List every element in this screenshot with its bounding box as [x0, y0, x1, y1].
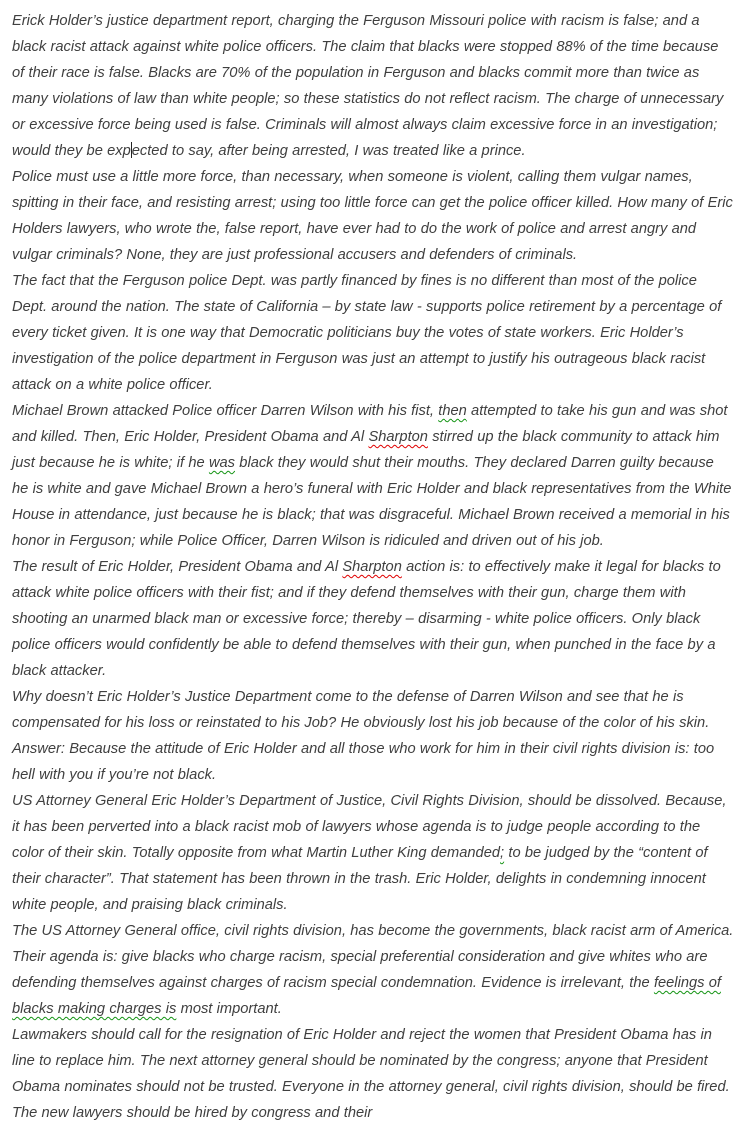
text-run: Lawmakers should call for the resignation of Eric Holder and reject the women that President Obama has in line to replace him. The next attorney general should be nominated by the congress; anyone that President Obama nominates should not be trusted. Everyone in the attorney general, civil rights division, should be fired. The new lawyers should be hired by congress and their: [12, 1027, 730, 1121]
text-run: black they would shut their mouths. They declared Darren guilty because he is white and gave Michael Brown a hero’s funeral with Eric Holder and black representatives from the White House in attendance, just because he is black; that was disgraceful. Michael Brown received a memorial in his honor in Ferguson; while Police Officer, Darren Wilson is ridiculed and driven out of his job.: [12, 455, 732, 549]
text-run: Why doesn’t Eric Holder’s Justice Department come to the defense of Darren Wilson and see that he is compensated for his loss or reinstated to his Job? He obviously lost his job because of the color of his skin. Answer: Because the attitude of Eric Holder and all those who work for him in their civil rights division is: too hell with you if you’re not black.: [12, 689, 715, 783]
text-run: The fact that the Ferguson police Dept. was partly financed by fines is no different than most of the police Dept. around the nation. The state of California – by state law - supports police retirement by a percentage of every ticket given. It is one way that Democratic politicians buy the votes of state workers. Eric Holder’s investigation of the police department in Ferguson was just an attempt to justify his outrageous black racist attack on a white police officer.: [12, 273, 722, 393]
text-run: action is: to effectively make it legal for blacks to attack white police officers with their fist; and if they defend themselves with their gun, charge them with shooting an unarmed black man or excessive force; thereby – disarming - white police officers. Only black police officers would confidently be able to defend themselves with their gun, when punched in the face by a black attacker.: [12, 559, 721, 679]
paragraph: [12, 1022, 734, 1126]
text-run: The result of Eric Holder, President Obama and Al: [12, 559, 343, 575]
spellcheck-underlined-text: Sharpton: [342, 559, 402, 575]
paragraph: [12, 788, 734, 918]
grammar-underlined-text: feelings of blacks making charges is: [12, 975, 721, 1017]
document-text[interactable]: [12, 8, 734, 1126]
spellcheck-underlined-text: Sharpton: [368, 429, 428, 445]
text-run: attempted to take his gun and was shot and killed. Then, Eric Holder, President Obama and Al: [12, 403, 728, 445]
grammar-underlined-text: ;: [500, 845, 505, 861]
paragraph: [12, 8, 734, 164]
grammar-underlined-text: then: [438, 403, 467, 419]
paragraph: [12, 684, 734, 788]
paragraph: [12, 918, 734, 1022]
paragraph: [12, 268, 734, 398]
text-run: most important.: [176, 1001, 282, 1017]
paragraph: [12, 164, 734, 268]
paragraph: [12, 398, 734, 554]
text-run: ected to say, after being arrested, I was treated like a prince.: [131, 143, 526, 159]
text-run: stirred up the black community to attack him just because he is white; if he: [12, 429, 720, 471]
text-run: US Attorney General Eric Holder’s Department of Justice, Civil Rights Division, should be dissolved. Because, it has been perverted into a black racist mob of lawyers whose agenda is to judge people according to the color of their skin. Totally opposite from what Martin Luther King demanded: [12, 793, 727, 861]
grammar-underlined-text: was: [208, 455, 236, 471]
text-run: to be judged by the “content of their character”. That statement has been thrown in the trash. Eric Holder, delights in condemning innocent white people, and praising black criminals.: [12, 845, 708, 913]
text-run: Police must use a little more force, than necessary, when someone is violent, calling them vulgar names, spitting in their face, and resisting arrest; using too little force can get the police officer killed. How many of Eric Holders lawyers, who wrote the, false report, have ever had to do the work of police and arrest angry and vulgar criminals? None, they are just professional accusers and defenders of criminals.: [12, 169, 733, 263]
text-run: Erick Holder’s justice department report, charging the Ferguson Missouri police with racism is false; and a black racist attack against white police officers. The claim that blacks were stopped 88% of the time because of their race is false. Blacks are 70% of the population in Ferguson and blacks commit more than twice as many violations of law than white people; so these statistics do not reflect racism. The charge of unnecessary or excessive force being used is false. Criminals will almost always claim excessive force in an investigation; would they be exp: [12, 13, 724, 159]
text-run: The US Attorney General office, civil rights division, has become the governments, black racist arm of America. Their agenda is: give blacks who charge racism, special preferential consideration and give whites who are defending themselves against charges of racism special condemnation. Evidence is irrelevant, the: [12, 923, 734, 991]
paragraph: [12, 554, 734, 684]
text-run: Michael Brown attacked Police officer Darren Wilson with his fist,: [12, 403, 439, 419]
